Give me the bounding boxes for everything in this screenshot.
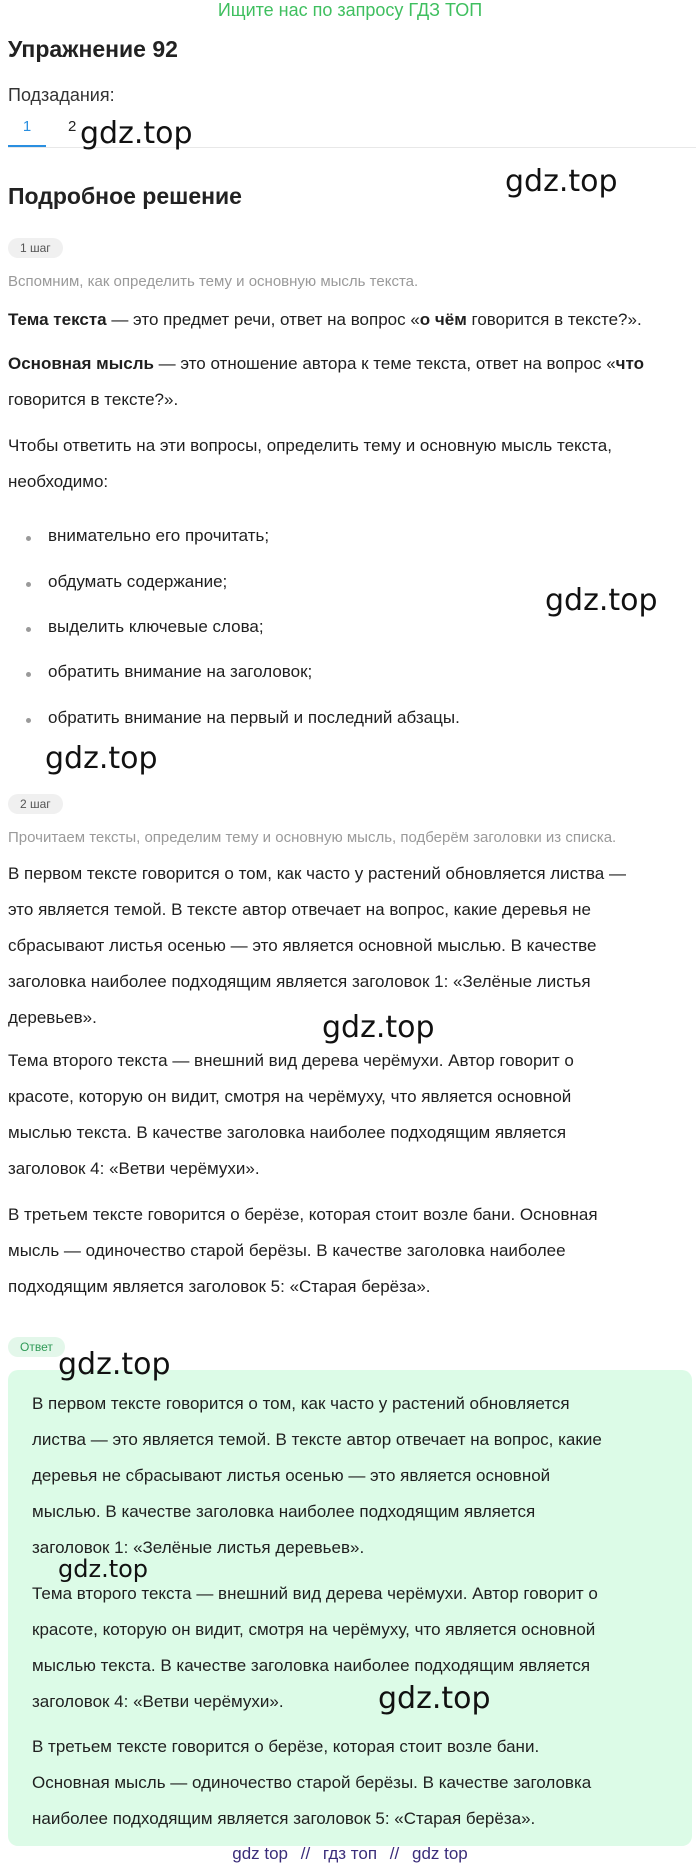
step2-para3-line: подходящим является заголовок 5: «Старая берёза». [8,1277,431,1296]
idea-text-1: — это отношение автора к теме текста, ответ на вопрос « [153,354,616,373]
step-2-hint: Прочитаем тексты, определим тему и основную мысль, подберём заголовки из списка. [8,829,617,846]
idea-definition-line2: говорится в тексте?». [8,390,179,409]
footer-separator: // [300,1844,311,1863]
page-title: Упражнение 92 [8,36,178,62]
answer-para2-line: красоте, которую он видит, смотря на черёмуху, что является основной [32,1620,596,1639]
tab-subtask-1[interactable]: 1 [22,118,32,135]
step-1-badge: 1 шаг [8,238,63,258]
step2-para1-line: заголовка наиболее подходящим является заголовок 1: «Зелёные листья [8,972,591,991]
list-item: обдумать содержание; [48,572,228,591]
watermark: gdz.top [322,1010,435,1045]
list-item: обратить внимание на заголовок; [48,662,313,681]
step2-para2-line: мыслью текста. В качестве заголовка наиболее подходящим является [8,1123,567,1142]
idea-definition [8,346,692,382]
footer-link[interactable]: gdz top [411,1844,468,1863]
topic-text-2: говорится в тексте?». [466,310,642,329]
footer-link[interactable]: гдз топ [322,1844,378,1863]
promo-banner[interactable]: Ищите нас по запросу ГДЗ ТОП [217,0,483,20]
topic-term: Тема текста [8,310,107,329]
step2-para1-line: В первом тексте говорится о том, как часто у растений обновляется листва — [8,864,626,883]
bullet-icon [26,582,31,587]
answer-para2-line: мыслью текста. В качестве заголовка наиболее подходящим является [32,1656,591,1675]
step2-para3-line: В третьем тексте говорится о берёзе, которая стоит возле бани. Основная [8,1205,598,1224]
step2-para1-line: сбрасывают листья осенью — это является основной мыслью. В качестве [8,936,597,955]
answer-para1-line: В первом тексте говорится о том, как часто у растений обновляется [32,1394,570,1413]
idea-term: Основная мысль [8,354,154,373]
watermark: gdz.top [58,1555,149,1583]
answer-para3-line: наиболее подходящим является заголовок 5: «Старая берёза». [32,1809,536,1828]
idea-bold: что [615,354,645,373]
list-item: выделить ключевые слова; [48,617,264,636]
solution-heading: Подробное решение [8,183,242,209]
step2-para1-line: деревьев». [8,1008,97,1027]
watermark: gdz.top [378,1681,491,1716]
watermark: gdz.top [80,116,193,151]
answer-para1-line: заголовок 1: «Зелёные листья деревьев». [32,1538,365,1557]
step-1-hint: Вспомним, как определить тему и основную мысль текста. [8,273,419,290]
footer-separator: // [389,1844,400,1863]
answer-para3-line: Основная мысль — одиночество старой берёзы. В качестве заголовка [32,1773,592,1792]
step2-para2-line: Тема второго текста — внешний вид дерева черёмухи. Автор говорит о [8,1051,574,1070]
watermark: gdz.top [58,1347,171,1382]
subtasks-label: Подзадания: [8,85,115,105]
step2-para2-line: заголовок 4: «Ветви черёмухи». [8,1159,260,1178]
step-2-badge: 2 шаг [8,794,63,814]
step2-para2-line: красоте, которую он видит, смотря на черёмуху, что является основной [8,1087,572,1106]
list-item: внимательно его прочитать; [48,526,270,545]
answer-para1-line: мыслью. В качестве заголовка наиболее подходящим является [32,1502,536,1521]
step2-para3-line: мысль — одиночество старой берёзы. В качестве заголовка наиболее [8,1241,566,1260]
topic-bold: о чём [419,310,467,329]
footer-links [0,1844,700,1864]
answer-badge: Ответ [8,1337,65,1357]
watermark: gdz.top [45,741,158,776]
topic-text-1: — это предмет речи, ответ на вопрос « [106,310,420,329]
topic-definition [8,302,692,338]
bullet-icon [26,627,31,632]
bullet-icon [26,718,31,723]
answer-para2-line: Тема второго текста — внешний вид дерева черёмухи. Автор говорит о [32,1584,598,1603]
bullet-icon [26,672,31,677]
tab-subtask-2[interactable]: 2 [68,118,77,135]
footer-link[interactable]: gdz top [232,1844,288,1863]
intro-line-1: Чтобы ответить на эти вопросы, определить тему и основную мысль текста, [8,436,612,455]
watermark: gdz.top [505,164,618,199]
answer-para3-line: В третьем тексте говорится о берёзе, которая стоит возле бани. [32,1737,540,1756]
answer-para2-line: заголовок 4: «Ветви черёмухи». [32,1692,284,1711]
watermark: gdz.top [545,583,658,618]
bullet-icon [26,536,31,541]
intro-line-2: необходимо: [8,472,109,491]
list-item: обратить внимание на первый и последний абзацы. [48,708,460,727]
answer-para1-line: деревья не сбрасывают листья осенью — это является основной [32,1466,551,1485]
step2-para1-line: это является темой. В тексте автор отвечает на вопрос, какие деревья не [8,900,591,919]
answer-para1-line: листва — это является темой. В тексте автор отвечает на вопрос, какие [32,1430,602,1449]
